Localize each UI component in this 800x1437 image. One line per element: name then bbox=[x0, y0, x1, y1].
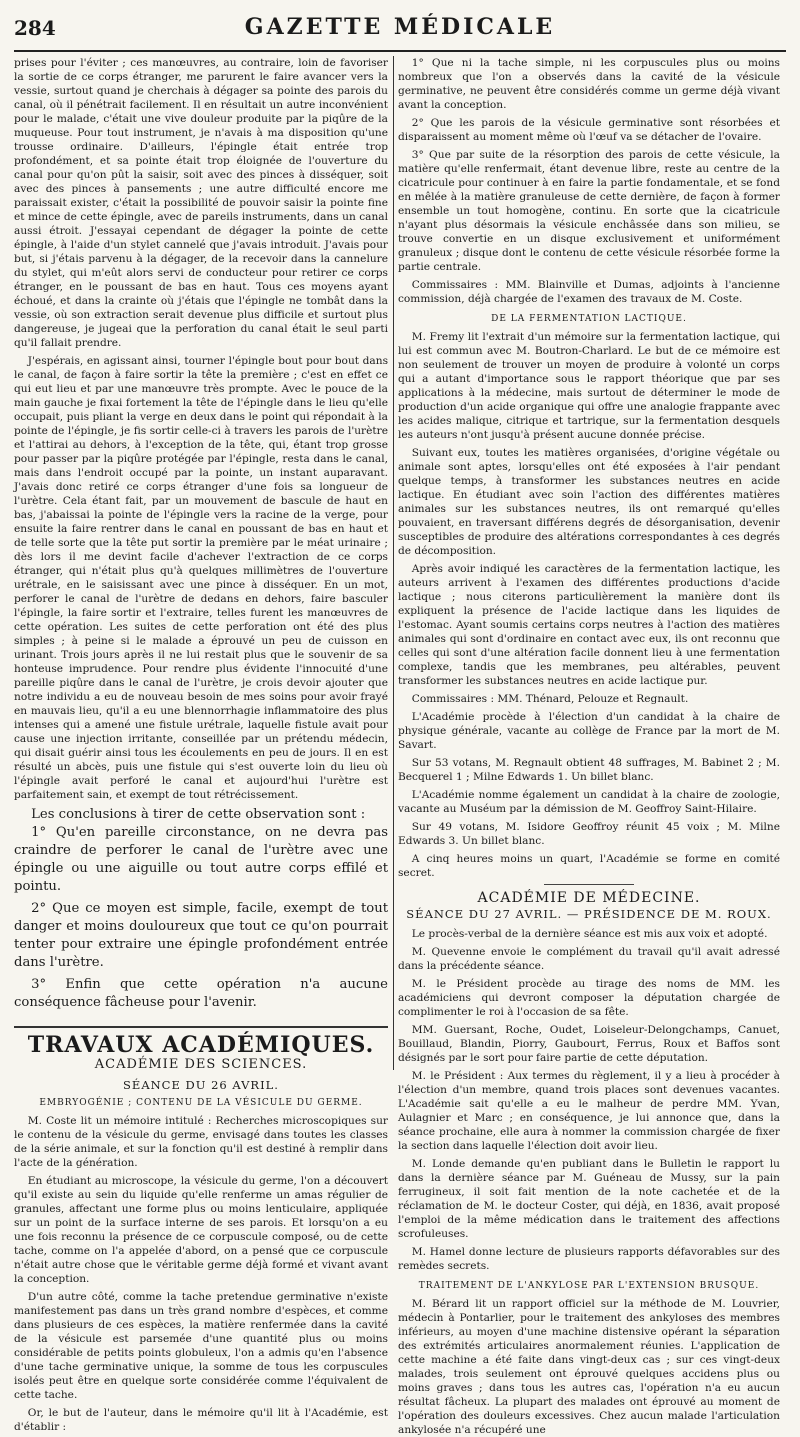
page-header bbox=[14, 8, 786, 48]
paragraph: L'Académie nomme également un candidat à la chaire de zoologie, vacante au Muséum par la démission de M. Geoffroy Saint-Hilaire. bbox=[398, 789, 780, 815]
short-rule bbox=[544, 884, 634, 885]
session-heading: SÉANCE DU 26 AVRIL. bbox=[123, 1078, 279, 1092]
paragraph: prises pour l'éviter ; ces manœuvres, au contraire, loin de favoriser la sortie de ce corps étranger, me parurent le faire avancer vers la vessie, surtout quand je cherchais à dégager sa pointe des parois du canal, où il pénétrait facilement. Il en résultait un autre inconvénient pour le malade, c'était une vive douleur produite par la piqûre de la muqueuse. Pour tout instrument, je n'avais à ma disposition qu'une trousse ordinaire. D'ailleurs, l'épingle était entrée trop profondément, et sa pointe était trop éloignée de l'ouverture du canal pour qu'on pût la saisir, soit avec des pinces à disséquer, soit avec des pinces à pansements ; une autre difficulté encore me paraissait exister, c'était la possibilité de pouvoir saisir la pointe fine et mince de cette épingle, avec de pareils instruments, dans un canal aussi étroit. J'essayai cependant de dégager la pointe de cette épingle, à l'aide d'un stylet cannelé que j'avais introduit. J'avais pour but, si j'étais parvenu à la dégager, de la recevoir dans la cannelure du stylet, qui m'eût alors servi de conducteur pour retirer ce corps étranger, en le poussant de bas en haut. Tous ces moyens ayant échoué, et dans la crainte où j'étais que l'épingle ne tombât dans la vessie, où son extraction serait devenue plus difficile et surtout plus dangereuse, je jugeai que la perforation du canal était le seul parti qu'il fallait prendre. bbox=[14, 57, 388, 349]
paragraph: L'Académie procède à l'élection d'un candidat à la chaire de physique générale, vacante au collège de France par la mort de M. Savart. bbox=[398, 711, 780, 751]
paragraph: Sur 53 votans, M. Regnault obtient 48 suffrages, M. Babinet 2 ; M. Becquerel 1 ; Milne Edwards 1. Un billet blanc. bbox=[398, 757, 780, 783]
paragraph: M. Quevenne envoie le complément du travail qu'il avait adressé dans la précédente séance. bbox=[398, 946, 780, 972]
paragraph: M. Londe demande qu'en publiant dans le Bulletin le rapport lu dans la dernière séance par M. Guéneau de Mussy, sur la pain ferrugineux, il soit fait mention de la note cachetée et de la réclamation de M. le docteur Coster, qui déjà, en 1836, avait proposé l'emploi de la même médication dans le traitement des affections scrofuleuses. bbox=[398, 1158, 780, 1240]
paragraph: M. Coste lit un mémoire intitulé : Recherches microscopiques sur le contenu de la vésicule du germe, envisagé dans toutes les classes de la série animale, et sur la fonction qu'il est destiné à remplir dans l'acte de la génération. bbox=[14, 1115, 388, 1169]
paragraph: M. Hamel donne lecture de plusieurs rapports défavorables sur des remèdes secrets. bbox=[398, 1246, 780, 1272]
column-divider bbox=[393, 56, 394, 1070]
masthead: GAZETTE MÉDICALE bbox=[244, 14, 556, 40]
header-rule bbox=[14, 50, 786, 52]
right-column bbox=[398, 56, 780, 1436]
paragraph: En étudiant au microscope, la vésicule du germe, l'on a découvert qu'il existe au sein du liquide qu'elle renferme un amas régulier de granules, affectant une forme plus ou moins lenticulaire, appliquée sur un point de la surface interne de ses parois. Et lorsqu'on a eu une fois reconnu la présence de ce corpuscule composé, ou de cette tache, comme on l'a appelée d'abord, on a pensé que ce corpuscule n'était autre chose que le véritable germe déjà formé et vivant avant la conception. bbox=[14, 1175, 388, 1285]
academy-heading: ACADÉMIE DE MÉDECINE. bbox=[477, 890, 701, 906]
section-title: TRAVAUX ACADÉMIQUES. bbox=[27, 1032, 375, 1058]
academy-heading: ACADÉMIE DES SCIENCES. bbox=[94, 1057, 308, 1072]
paragraph: Commissaires : MM. Blainville et Dumas, adjoints à l'ancienne commission, déjà chargée de l'examen des travaux de M. Coste. bbox=[398, 279, 780, 305]
paragraph: 2° Que les parois de la vésicule germinative sont résorbées et disparaissent au moment même où l'œuf va se détacher de l'ovaire. bbox=[398, 117, 780, 143]
conclusion-item: 1° Qu'en pareille circonstance, on ne devra pas craindre de perforer le canal de l'urètre avec une épingle ou une aiguille ou tout autre corps effilé et pointu. bbox=[14, 825, 388, 894]
conclusions-title: Les conclusions à tirer de cette observation sont : bbox=[31, 807, 366, 822]
paragraph: D'un autre côté, comme la tache pretendue germinative n'existe manifestement pas dans un très grand nombre d'espèces, et comme dans plusieurs de ces espèces, la matière renfermée dans la cavité de la vésicule est parsemée d'une quantité plus ou moins considérable de petits points globuleux, l'on a admis qu'en l'absence d'une tache germinative unique, la somme de tous les corpuscules isolés peut être en quelque sorte considérée comme l'équivalent de cette tache. bbox=[14, 1291, 388, 1401]
paragraph: M. Bérard lit un rapport officiel sur la méthode de M. Louvrier, médecin à Pontarlier, pour le traitement des ankyloses des membres inférieurs, au moyen d'une machine distensive opérant la séparation des extrémités articulaires anormalement réunies. L'application de cette machine a été faite dans vingt-deux cas ; sur ces vingt-deux malades, trois seulement ont éprouvé quelques accidens plus ou moins graves ; dans tous les autres cas, l'opération n'a eu aucun résultat fâcheux. La plupart des malades ont éprouvé au moment de l'opération des douleurs excessives. Chez aucun malade l'articulation ankylosée n'a récupéré une bbox=[398, 1298, 780, 1436]
topic-heading: EMBRYOGÉNIE ; CONTENU DE LA VÉSICULE DU GERME. bbox=[39, 1098, 363, 1108]
paragraph: A cinq heures moins un quart, l'Académie se forme en comité secret. bbox=[398, 853, 780, 879]
paragraph: MM. Guersant, Roche, Oudet, Loiseleur-Delongchamps, Canuet, Bouillaud, Blandin, Piorry, Gaubourt, Ferrus, Roux et Baffos sont désignés par le sort pour faire partie de cette députation. bbox=[398, 1024, 780, 1064]
conclusion-item: 2° Que ce moyen est simple, facile, exempt de tout danger et moins douloureux que tout ce qu'on pourrait tenter pour extraire une épingle profondément entrée dans l'urètre. bbox=[14, 901, 388, 970]
section-separator bbox=[14, 1026, 388, 1028]
left-column bbox=[14, 56, 388, 1433]
page-number: 284 bbox=[14, 16, 56, 40]
conclusion-item: 3° Enfin que cette opération n'a aucune conséquence fâcheuse pour l'avenir. bbox=[14, 977, 388, 1010]
paragraph: J'espérais, en agissant ainsi, tourner l'épingle bout pour bout dans le canal, de façon à faire sortir la tête la première ; c'est en effet ce qui eut lieu et par une manœuvre très prompte. Avec le pouce de la main gauche je fixai fortement la tête de l'épingle dans le lieu qu'elle occupait, puis pliant la verge en deux dans le point qui répondait à la pointe de l'épingle, je fis sortir celle-ci à travers les parois de l'urètre et l'attirai au dehors, à l'exception de la tête, qui, étant trop grosse pour passer par la piqûre protégée par l'épingle, resta dans le canal, mais dans l'endroit occupé par la pointe, un instant auparavant. J'avais donc retiré ce corps étranger d'une fois sa longueur de l'urètre. Cela étant fait, par un mouvement de bascule de haut en bas, j'abaissai la pointe de l'épingle vers la racine de la verge, pour ensuite la faire rentrer dans le canal en poussant de bas en haut et de telle sorte que la tête put sortir la première par le méat urinaire ; dès lors il me devint facile d'achever l'extraction de ce corps étranger, qui n'était plus qu'à quelques millimètres de l'ouverture urétrale, en le saisissant avec une pince à disséquer. En un mot, perforer le canal de l'urètre de dedans en dehors, faire basculer l'épingle, la faire sortir et l'extraire, telles furent les manœuvres de cette opération. Les suites de cette perforation ont été des plus simples ; à peine si le malade a éprouvé un peu de cuisson en urinant. Trois jours après il ne lui restait plus que le souvenir de sa honteuse imprudence. Pour rendre plus évidente l'innocuité d'une pareille piqûre dans le canal de l'urètre, je crois devoir ajouter que notre individu a eu de nouveau besoin de mes soins pour avoir frayé en mauvais lieu, qu'il a eu une blennorrhagie inflammatoire des plus intenses qui a amené une fistule urétrale, laquelle fistule avait pour cause une injection irritante, conseillée par un prétendu médecin, qui disait guérir ainsi tous les écoulements en peu de jours. Il en est résulté un abcès, puis une fistule qui s'est ouverte loin du lieu où l'épingle avait perforé le canal et aujourd'hui l'urètre est parfaitement sain, et exempt de tout rétrécissement. bbox=[14, 355, 388, 801]
topic-heading: TRAITEMENT DE L'ANKYLOSE PAR L'EXTENSION BRUSQUE. bbox=[418, 1281, 760, 1291]
paragraph: Le procès-verbal de la dernière séance est mis aux voix et adopté. bbox=[411, 928, 768, 940]
paragraph: 3° Que par suite de la résorption des parois de cette vésicule, la matière qu'elle renfermait, étant devenue libre, reste au centre de la cicatricule pour continuer à en faire la partie fondamentale, et se fond en mêlée à la matière granuleuse de cette dernière, de façon à former ensemble un tout homogène, continu. En sorte que la cicatricule n'ayant plus désormais la vésicule enchâssée dans son milieu, se trouve convertie en un disque exclusivement et uniformément granuleux ; disque dont le contenu de cette vésicule résorbée forme la partie centrale. bbox=[398, 149, 780, 273]
session-heading: SÉANCE DU 27 AVRIL. — PRÉSIDENCE DE M. ROUX. bbox=[406, 907, 772, 921]
paragraph: Suivant eux, toutes les matières organisées, d'origine végétale ou animale sont aptes, lorsqu'elles ont été exposées à l'air pendant quelque temps, à transformer les substances neutres en acide lactique. En étudiant avec soin l'action des différentes matières animales sur les substances neutres, ils ont remarqué qu'elles pouvaient, en traversant différens degrés de désorganisation, devenir susceptibles de produire des altérations correspondantes à ces degrés de décomposition. bbox=[398, 447, 780, 557]
paragraph: M. le Président : Aux termes du règlement, il y a lieu à procéder à l'élection d'un membre, quand trois places sont devenues vacantes. L'Académie sait qu'elle a eu le malheur de perdre MM. Yvan, Aulagnier et Marc ; en conséquence, je lui annonce que, dans la séance prochaine, elle aura à nommer la commission chargée de fixer la section dans laquelle l'élection doit avoir lieu. bbox=[398, 1070, 780, 1152]
topic-heading: DE LA FERMENTATION LACTIQUE. bbox=[491, 314, 687, 324]
paragraph: 1° Que ni la tache simple, ni les corpuscules plus ou moins nombreux que l'on a observés dans la cavité de la vésicule germinative, ne peuvent être considérés comme un germe déjà vivant avant la conception. bbox=[398, 57, 780, 111]
paragraph: M. le Président procède au tirage des noms de MM. les académiciens qui devront composer la députation chargée de complimenter le roi à l'occasion de sa fête. bbox=[398, 978, 780, 1018]
paragraph: Après avoir indiqué les caractères de la fermentation lactique, les auteurs arrivent à l'examen des différentes productions d'acide lactique ; nous citerons particulièrement la manière dont ils expliquent la présence de l'acide lactique dans les liquides de l'estomac. Ayant soumis certains corps neutres à l'action des matières animales qui sont d'ordinaire en contact avec eux, ils ont reconnu que celles qui sont d'une altération facile donnent lieu à une fermentation complexe, tandis que les membranes, peu altérables, peuvent transformer les substances neutres en acide lactique pur. bbox=[398, 563, 780, 687]
paragraph: Sur 49 votans, M. Isidore Geoffroy réunit 45 voix ; M. Milne Edwards 3. Un billet blanc. bbox=[398, 821, 780, 847]
paragraph: M. Fremy lit l'extrait d'un mémoire sur la fermentation lactique, qui lui est commun avec M. Boutron-Charlard. Le but de ce mémoire est non seulement de trouver un moyen de produire à volonté un corps qui a autant d'importance sous le rapport théorique que par ses applications à la médecine, mais surtout de déterminer le mode de production d'un acide organique qui offre une analogie frappante avec les acides malique, citrique et tartrique, sur la fermentation desquels les auteurs n'ont jusqu'à présent aucune donnée précise. bbox=[398, 331, 780, 441]
paragraph: Or, le but de l'auteur, dans le mémoire qu'il lit à l'Académie, est d'établir : bbox=[14, 1407, 388, 1433]
paragraph: Commissaires : MM. Thénard, Pelouze et Regnault. bbox=[411, 693, 689, 705]
